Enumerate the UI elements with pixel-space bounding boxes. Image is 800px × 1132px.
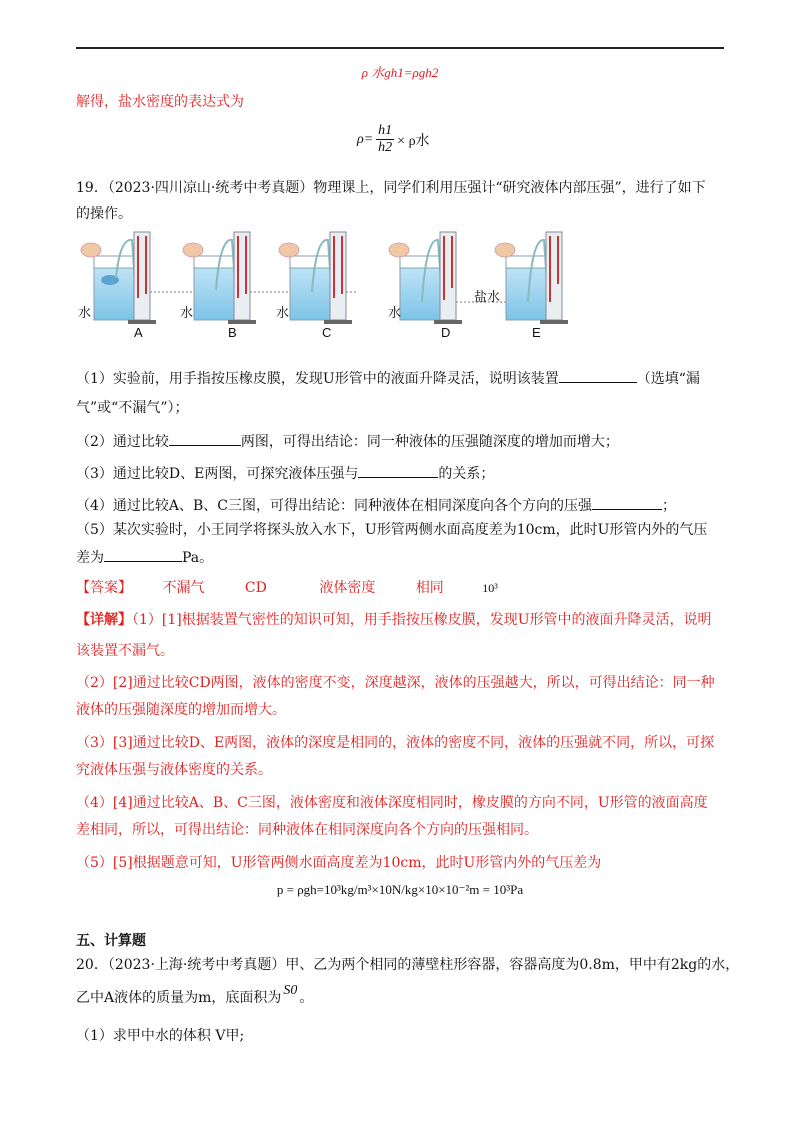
part5-text-b: 差为: [76, 550, 104, 566]
q19-part4: [76, 495, 676, 516]
label-c: C: [322, 325, 332, 340]
q19-part2: [76, 431, 619, 452]
answer-blank-2[interactable]: [169, 431, 241, 446]
solve-text: 解得，盐水密度的表达式为: [76, 94, 244, 110]
detail-d1a: （1）[1]根据装置气密性的知识可知，用手指按压橡皮膜，发现U形管中的液面升降灵活，说明: [132, 612, 712, 628]
answer-row: [76, 577, 498, 597]
answer-item-5: 10³: [482, 581, 498, 595]
label-b: B: [228, 325, 237, 340]
answer-item-1: 不漏气: [162, 580, 205, 596]
header-rule: [76, 47, 724, 49]
detail-part1-line2: 该装置不漏气。: [76, 643, 174, 659]
detail-part3-line1: （3）[3]通过比较D、E两图，液体的深度是相同的，液体的密度不同，液体的压强就不同，所以，可探: [76, 735, 715, 751]
detail-part3-line2: 究液体压强与液体密度的关系。: [76, 762, 272, 778]
setup-e: [495, 232, 568, 324]
label-d: D: [441, 325, 451, 340]
pressure-gauge-figure: [76, 228, 576, 343]
part3-text-a: （3）通过比较D、E两图，可探究液体压强与: [76, 466, 359, 482]
q20-text-a: 乙中A液体的质量为m，底面积为: [76, 990, 282, 1006]
pressure-formula: p = ρgh=10³kg/m³×10N/kg×10×10⁻²m = 10³Pa: [276, 882, 524, 897]
q19-part1-line1: [76, 368, 700, 389]
formula-lhs: ρ=: [357, 131, 374, 147]
detail-part4-line1: （4）[4]通过比较A、B、C三图，液体密度和液体深度相同时，橡皮膜的方向不同，U形管的液面高度: [76, 795, 708, 811]
answer-blank-1[interactable]: [559, 368, 637, 383]
label-water-a: 水: [78, 305, 92, 320]
q19-part5-line1: （5）某次实验时，小王同学将探头放入水下，U形管两侧水面高度差为10cm，此时U形管内外的气压: [76, 522, 708, 538]
detail-part1-line1: [76, 610, 712, 630]
detail-label: 【详解】: [76, 612, 132, 628]
label-a: A: [134, 325, 143, 340]
fraction-denominator: h2: [378, 140, 393, 155]
height-fraction: [376, 123, 394, 156]
q20-s0: S0: [283, 983, 298, 998]
part4-text-a: （4）通过比较A、B、C三图，可得出结论：同种液体在相同深度向各个方向的压强: [76, 498, 593, 514]
q19-stem-line1: 19．（2023·四川凉山·统考中考真题）物理课上，同学们利用压强计“研究液体内部压强”，进行了如下: [76, 180, 706, 196]
q20-text-b: 。: [299, 990, 314, 1006]
q19-stem-line2: 的操作。: [76, 206, 132, 222]
detail-part2-line1: （2）[2]通过比较CD两图，液体的密度不变，深度越深，液体的压强越大，所以，可得出结论：同一种: [76, 675, 715, 691]
answer-item-3: 液体密度: [319, 580, 376, 596]
q19-part3: [76, 463, 494, 484]
part5-text-c: Pa。: [182, 550, 214, 566]
detail-part4-line2: 差相同，所以，可得出结论：同种液体在相同深度向各个方向的压强相同。: [76, 822, 538, 838]
q19-part5-line2: [76, 547, 213, 568]
setup-b: [183, 232, 256, 324]
label-water-b: 水: [180, 305, 194, 320]
label-water-d: 水: [388, 305, 402, 320]
setup-c: [279, 232, 352, 324]
answer-item-2: CD: [244, 580, 267, 596]
section-title: 五、计算题: [76, 933, 146, 949]
answer-blank-4[interactable]: [592, 495, 662, 510]
answer-blank-3[interactable]: [358, 463, 438, 478]
label-water-c: 水: [276, 305, 290, 320]
answer-label: 【答案】: [76, 580, 132, 596]
q19-part1-line2: 气”或“不漏气”）；: [76, 400, 189, 416]
formula-rhs: × ρ水: [397, 133, 430, 149]
part1-text-b: （选填“漏: [636, 371, 700, 387]
part1-text-a: （1）实验前，用手指按压橡皮膜，发现U形管中的液面升降灵活，说明该装置: [76, 371, 559, 387]
part2-text-b: 两图，可得出结论：同一种液体的压强随深度的增加而增大；: [240, 434, 619, 450]
part4-text-b: ；: [662, 498, 677, 514]
label-e: E: [532, 325, 541, 340]
part2-text-a: （2）通过比较: [76, 434, 169, 450]
label-brine: 盐水: [474, 289, 501, 304]
detail-part5-line1: （5）[5]根据题意可知，U形管两侧水面高度差为10cm，此时U形管内外的气压差为: [76, 855, 602, 871]
fraction-numerator: h1: [378, 123, 393, 138]
detail-part2-line2: 液体的压强随深度的增加而增大。: [76, 702, 286, 718]
q20-stem-line2: [76, 983, 314, 1009]
density-equation: ρ 水gh1=ρgh2: [361, 65, 439, 80]
q20-stem-line1: 20．（2023·上海·统考中考真题）甲、乙为两个相同的薄壁柱形容器，容器高度为0.8m，甲中有2kg的水，: [76, 957, 740, 973]
part3-text-b: 的关系；: [438, 466, 495, 482]
setup-a: [81, 232, 156, 324]
brine-density-formula: [357, 123, 430, 156]
q20-part1: （1）求甲中水的体积 V甲;: [76, 1028, 245, 1044]
answer-item-4: 相同: [415, 580, 444, 596]
answer-blank-5[interactable]: [104, 547, 182, 562]
